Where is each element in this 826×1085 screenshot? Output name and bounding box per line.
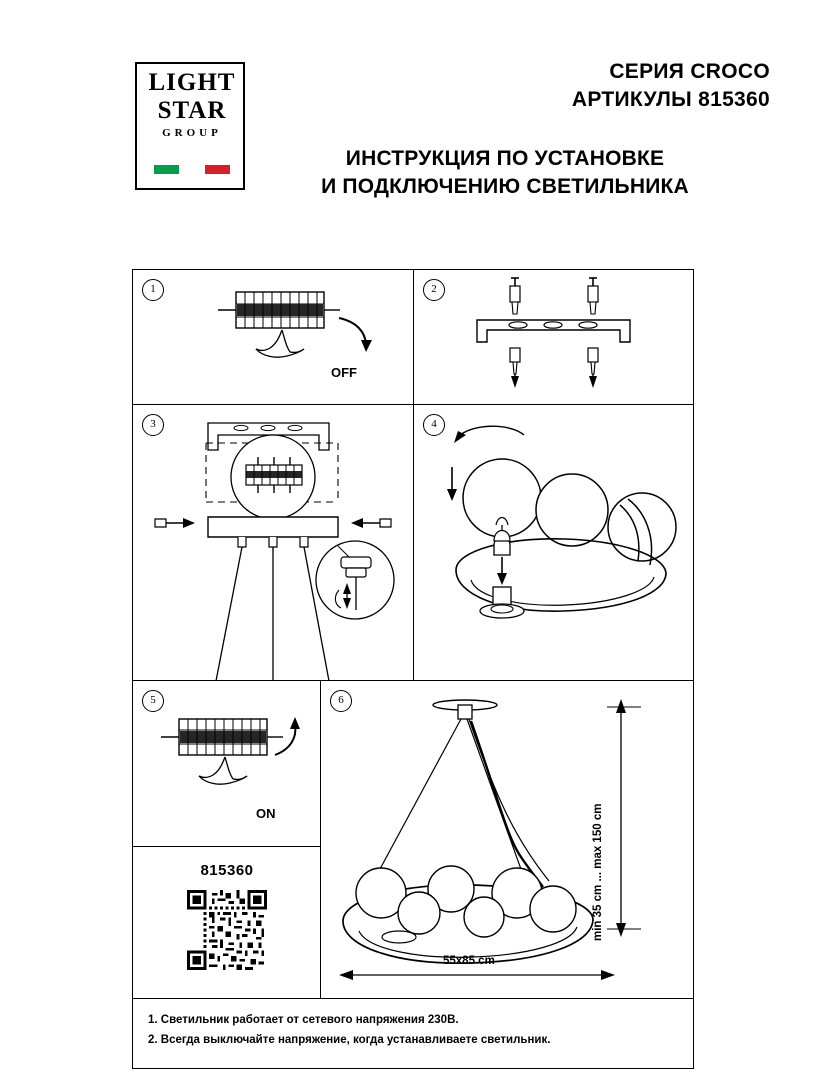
step-4-cell xyxy=(414,405,693,681)
step-2-cell xyxy=(414,270,693,405)
note-1: 1. Светильник работает от сетевого напряжения 230В. xyxy=(148,1014,459,1026)
width-dimension-label: 55x85 cm xyxy=(443,955,495,967)
step-4-number: 4 xyxy=(423,414,445,436)
brand-logo xyxy=(135,62,245,190)
step-5-label: ON xyxy=(256,806,276,821)
height-dimension-label: min 35 cm ... max 150 cm xyxy=(592,803,604,941)
page-header xyxy=(0,0,826,230)
step-5-cell xyxy=(133,681,321,847)
step-1-illustration xyxy=(133,270,414,405)
step-3-illustration xyxy=(133,405,414,681)
logo-text xyxy=(137,70,247,139)
step-3-number: 3 xyxy=(142,414,164,436)
logo-line-3: GROUP xyxy=(162,127,222,139)
qr-code-icon xyxy=(187,890,267,970)
article-label: АРТИКУЛЫ 815360 xyxy=(571,88,770,112)
logo-line-1: LIGHT xyxy=(148,69,236,96)
step-2-number: 2 xyxy=(423,279,445,301)
step-3-cell xyxy=(133,405,414,681)
header-product-info xyxy=(260,58,770,115)
instruction-frame xyxy=(132,269,694,1069)
product-code-label: 815360 xyxy=(200,862,254,879)
page-title-line-1: ИНСТРУКЦИЯ ПО УСТАНОВКЕ xyxy=(345,147,665,170)
page-title xyxy=(240,145,770,202)
note-2: 2. Всегда выключайте напряжение, когда устанавливаете светильник. xyxy=(148,1033,551,1046)
step-4-illustration xyxy=(414,405,693,681)
qr-cell xyxy=(133,847,321,999)
step-6-number: 6 xyxy=(330,690,352,712)
step-6-illustration xyxy=(321,681,693,999)
series-label: СЕРИЯ CROCO xyxy=(609,60,770,83)
step-1-label: OFF xyxy=(331,365,357,380)
page-title-line-2: И ПОДКЛЮЧЕНИЮ СВЕТИЛЬНИКА xyxy=(321,175,689,199)
step-1-number: 1 xyxy=(142,279,164,301)
logo-line-2: STAR xyxy=(157,97,227,124)
step-6-cell xyxy=(321,681,693,999)
notes-list xyxy=(148,1011,550,1050)
step-1-cell xyxy=(133,270,414,405)
italy-flag-icon xyxy=(154,165,230,174)
step-2-illustration xyxy=(414,270,693,405)
step-5-number: 5 xyxy=(142,690,164,712)
notes-cell xyxy=(133,999,693,1067)
